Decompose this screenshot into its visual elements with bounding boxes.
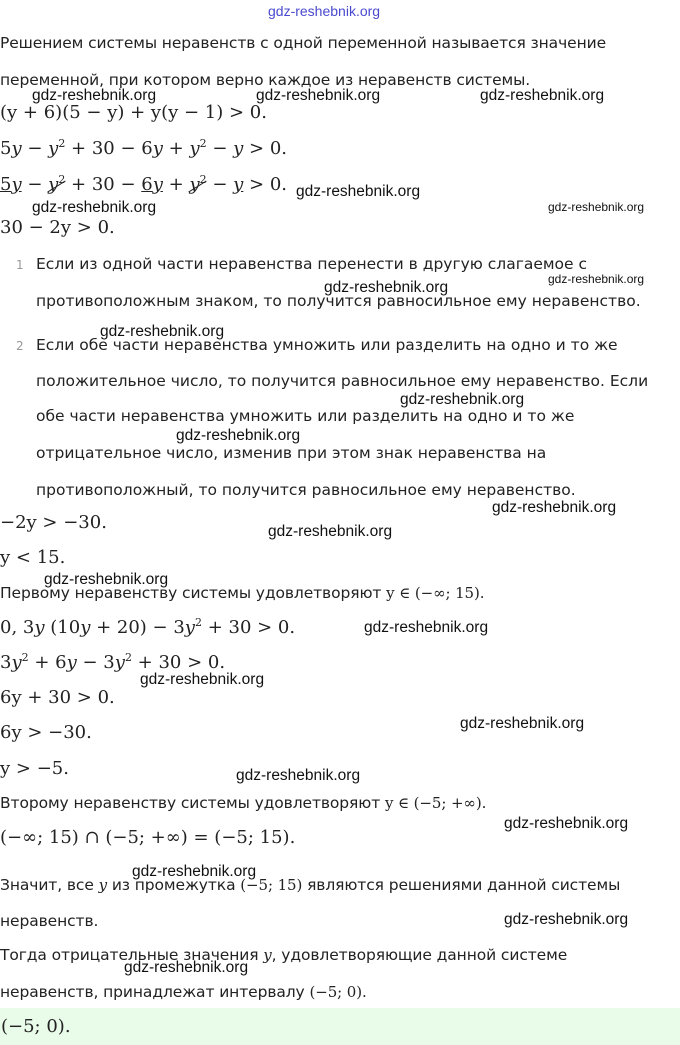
rule-2-line-5: противоположный, то получится равносильное ему неравенство. — [36, 481, 576, 499]
equation-8: $3y^2 + 6y - 3y^2 + 30 > 0$. — [0, 651, 226, 673]
rule-number: 1 — [16, 258, 24, 272]
watermark: gdz-reshebnik.org — [132, 863, 257, 880]
watermark: gdz-reshebnik.org — [100, 323, 225, 340]
rule-1-line-1: Если из одной части неравенства перенести в другую слагаемое с — [36, 255, 588, 273]
answer-value: (−5; 0). — [1, 1016, 71, 1037]
watermark: gdz-reshebnik.org — [548, 200, 645, 214]
rule-2-line-1: Если обе части неравенства умножить или разделить на одно и то же — [36, 336, 618, 354]
conclusion-line-2: неравенств. — [0, 912, 99, 930]
answer-box — [0, 1008, 680, 1045]
equation-2: $5y - y^2 + 30 - 6y + y^2 - y > 0$. — [0, 137, 288, 159]
equation-7: 0, 3y $(10y + 20) - 3y^2 + 30 > 0$. — [0, 616, 296, 638]
watermark: gdz-reshebnik.org — [364, 619, 489, 636]
equation-10: 6y > −30. — [0, 722, 92, 743]
conclusion-line-1: Значит, все y из промежутка (−5; 15) являются решениями данной системы — [0, 876, 621, 894]
rule-2-line-2: положительное число, то получится равносильное ему неравенство. Если — [36, 372, 649, 390]
watermark: gdz-reshebnik.org — [32, 199, 157, 216]
negative-values-line-2: неравенств, принадлежат интервалу (−5; 0). — [0, 983, 367, 1001]
watermark: gdz-reshebnik.org — [460, 715, 585, 732]
rule-2-line-4: отрицательное число, изменив при этом знак неравенства на — [36, 444, 547, 462]
watermark: gdz-reshebnik.org — [124, 959, 249, 976]
watermark: gdz-reshebnik.org — [256, 87, 381, 104]
watermark: gdz-reshebnik.org — [400, 391, 525, 408]
watermark: gdz-reshebnik.org — [236, 767, 361, 784]
watermark: gdz-reshebnik.org — [548, 272, 645, 286]
rule-number: 2 — [16, 339, 24, 353]
watermark: gdz-reshebnik.org — [44, 571, 169, 588]
definition-line-1: Решением системы неравенств с одной переменной называется значение — [0, 34, 607, 52]
equation-1: (y + 6)(5 − y) + y(y − 1) > 0. — [0, 102, 267, 123]
watermark: gdz-reshebnik.org — [32, 87, 157, 104]
watermark: gdz-reshebnik.org — [504, 911, 629, 928]
equation-6: y < 15. — [0, 547, 66, 568]
equation-4: 30 − 2y > 0. — [0, 217, 115, 238]
equation-11: y > −5. — [0, 758, 69, 779]
watermark: gdz-reshebnik.org — [480, 87, 605, 104]
second-inequality-solution: Второму неравенству системы удовлетворяют y ∈ (−5; +∞). — [0, 794, 487, 812]
negative-values-line-1: Тогда отрицательные значения y, удовлетворяющие данной системе — [0, 946, 568, 964]
watermark: gdz-reshebnik.org — [504, 815, 629, 832]
watermark: gdz-reshebnik.org — [140, 671, 265, 688]
rule-1-line-2: противоположным знаком, то получится равносильное ему неравенство. — [36, 292, 641, 310]
first-inequality-solution: Первому неравенству системы удовлетворяют y ∈ (−∞; 15). — [0, 584, 485, 602]
rule-2-line-3: обе части неравенства умножить или разделить на одно и то же — [36, 407, 575, 425]
equation-9: 6y + 30 > 0. — [0, 687, 115, 708]
intersection-equation: (−∞; 15) ∩ (−5; +∞) = (−5; 15). — [0, 827, 296, 848]
watermark: gdz-reshebnik.org — [176, 427, 301, 444]
watermark: gdz-reshebnik.org — [296, 183, 421, 200]
definition-line-2: переменной, при котором верно каждое из неравенств системы. — [0, 71, 531, 89]
watermark: gdz-reshebnik.org — [492, 499, 617, 516]
equation-5: −2y > −30. — [0, 512, 107, 533]
equation-3-cancellation: $5y - y^2 + 30 - 6y + y^2 - y > 0$. — [0, 173, 288, 195]
watermark: gdz-reshebnik.org — [268, 523, 393, 540]
watermark-top: gdz-reshebnik.org — [268, 3, 381, 19]
watermark: gdz-reshebnik.org — [324, 279, 449, 296]
